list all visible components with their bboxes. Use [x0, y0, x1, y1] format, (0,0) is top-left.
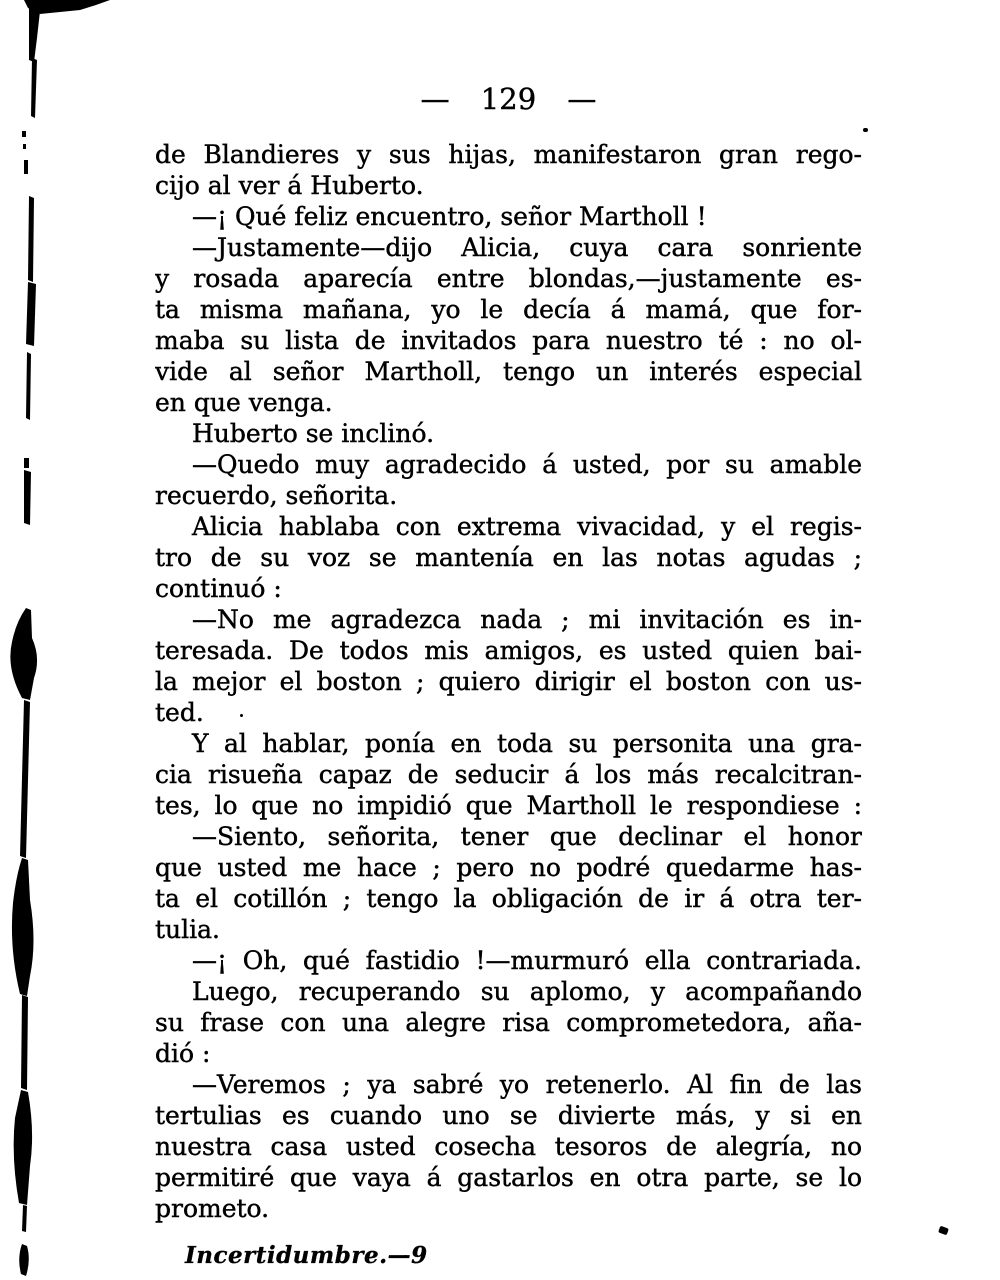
text-line: tes, lo que no impidió que Martholl le respondiese :	[155, 791, 862, 820]
text-line: —¡ Oh, qué fastidio !—murmuró ella contrariada.	[192, 946, 862, 975]
text-line: su frase con una alegre risa comprometedora, aña-	[155, 1008, 862, 1037]
text-line: nuestra casa usted cosecha tesoros de alegría, no	[155, 1132, 862, 1161]
text-line: de Blandieres y sus hijas, manifestaron gran rego-	[155, 140, 862, 169]
ink-speck	[863, 128, 868, 132]
text-line: tulia.	[155, 915, 220, 944]
text-line: y rosada aparecía entre blondas,—justamente es-	[155, 264, 862, 293]
body-text-column	[155, 139, 862, 1224]
text-line: en que venga.	[155, 388, 333, 417]
page-number: — 129 —	[420, 82, 597, 116]
text-line: la mejor el boston ; quiero dirigir el boston con us-	[155, 667, 862, 696]
text-line: teresada. De todos mis amigos, es usted quien bai-	[155, 636, 862, 665]
text-line: cijo al ver á Huberto.	[155, 171, 424, 200]
text-line: continuó :	[155, 574, 282, 603]
text-line: Huberto se inclinó.	[192, 419, 435, 448]
ink-speck	[938, 1226, 949, 1236]
text-line: prometo.	[155, 1194, 270, 1223]
text-line: —No me agradezca nada ; mi invitación es in-	[192, 605, 862, 634]
text-line: tertulias es cuando uno se divierte más, y si en	[155, 1101, 862, 1130]
text-line: ted.	[155, 698, 204, 727]
text-line: —Justamente—dijo Alicia, cuya cara sonriente	[192, 233, 862, 262]
text-line: recuerdo, señorita.	[155, 481, 398, 510]
text-line: ta el cotillón ; tengo la obligación de ir á otra ter-	[155, 884, 862, 913]
text-line: vide al señor Martholl, tengo un interés especial	[155, 357, 862, 386]
text-line: permitiré que vaya á gastarlos en otra parte, se lo	[155, 1163, 862, 1192]
text-line: —Quedo muy agradecido á usted, por su amable	[192, 450, 862, 479]
text-line: dió :	[155, 1039, 211, 1068]
text-line: cia risueña capaz de seducir á los más recalcitran-	[155, 760, 862, 789]
text-line: ta misma mañana, yo le decía á mamá, que for-	[155, 295, 862, 324]
text-line: —¡ Qué feliz encuentro, señor Martholl !	[192, 202, 707, 231]
text-line: maba su lista de invitados para nuestro té : no ol-	[155, 326, 862, 355]
text-line: —Veremos ; ya sabré yo retenerlo. Al fin de las	[192, 1070, 862, 1099]
text-line: —Siento, señorita, tener que declinar el honor	[192, 822, 862, 851]
text-line: Alicia hablaba con extrema vivacidad, y el regis-	[192, 512, 862, 541]
book-signature: Incertidumbre.—9	[185, 1242, 428, 1269]
text-line: Y al hablar, ponía en toda su personita una gra-	[192, 729, 862, 758]
text-line: que usted me hace ; pero no podré quedarme has-	[155, 853, 862, 882]
text-line: Luego, recuperando su aplomo, y acompañando	[192, 977, 862, 1006]
binding-edge-artifact	[0, 0, 120, 1280]
text-line: tro de su voz se mantenía en las notas agudas ;	[155, 543, 862, 572]
